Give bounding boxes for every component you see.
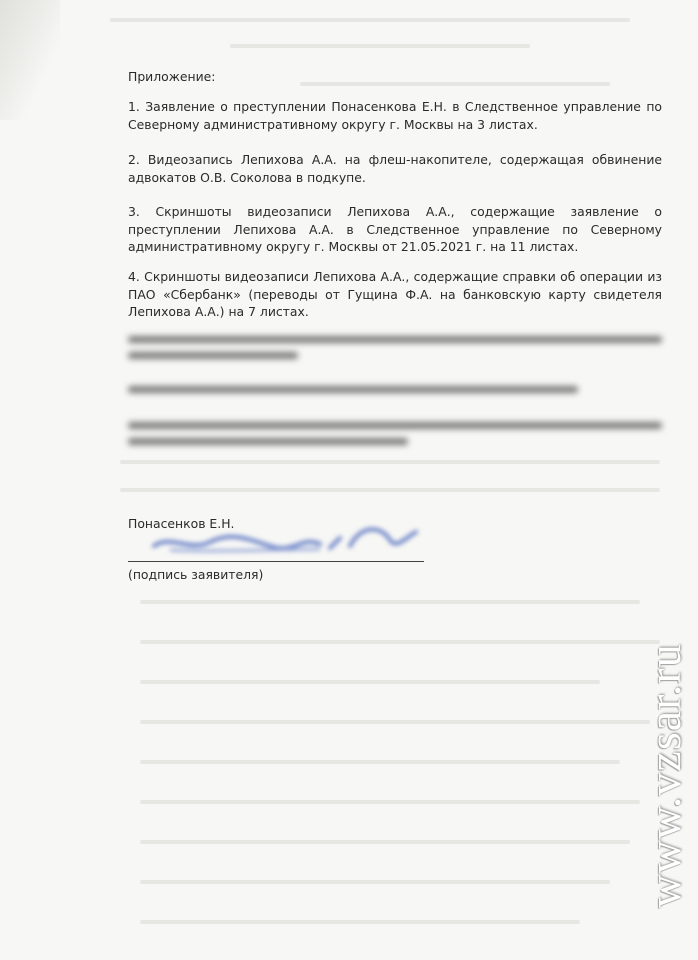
appendix-heading: Приложение: <box>128 69 216 84</box>
signature-caption: (подпись заявителя) <box>128 567 264 582</box>
appendix-item-4: 4. Скриншоты видеозаписи Лепихова А.А., содержащие справки об операции из ПАО «Сбербанк» (переводы от Гущина Ф.А. на банковскую карту свидетеля Лепихова А.А.) на 7 листах. <box>128 269 662 319</box>
watermark <box>632 600 696 950</box>
appendix-item-3: 3. Скриншоты видеозаписи Лепихова А.А., содержащие заявление о преступлении Лепихова А.А. в Следственное управление по Северному административному округу г. Москвы от 21.05.2021 г. на 11 листах. <box>128 204 662 254</box>
redacted-text-block <box>128 330 668 460</box>
scan-corner-shadow <box>0 0 60 120</box>
signature-scribble <box>150 516 420 560</box>
watermark-text: www.vzsar.ru <box>638 642 690 908</box>
signer-name: Понасенков Е.Н. <box>128 516 235 531</box>
appendix-item-2: 2. Видеозапись Лепихова А.А. на флеш-накопителе, содержащая обвинение адвокатов О.В. Соколова в подкупе. <box>128 152 662 185</box>
appendix-item-1: 1. Заявление о преступлении Понасенкова Е.Н. в Следственное управление по Северному административному округу г. Москвы на 3 листах. <box>128 99 662 132</box>
signature-line <box>128 561 424 562</box>
